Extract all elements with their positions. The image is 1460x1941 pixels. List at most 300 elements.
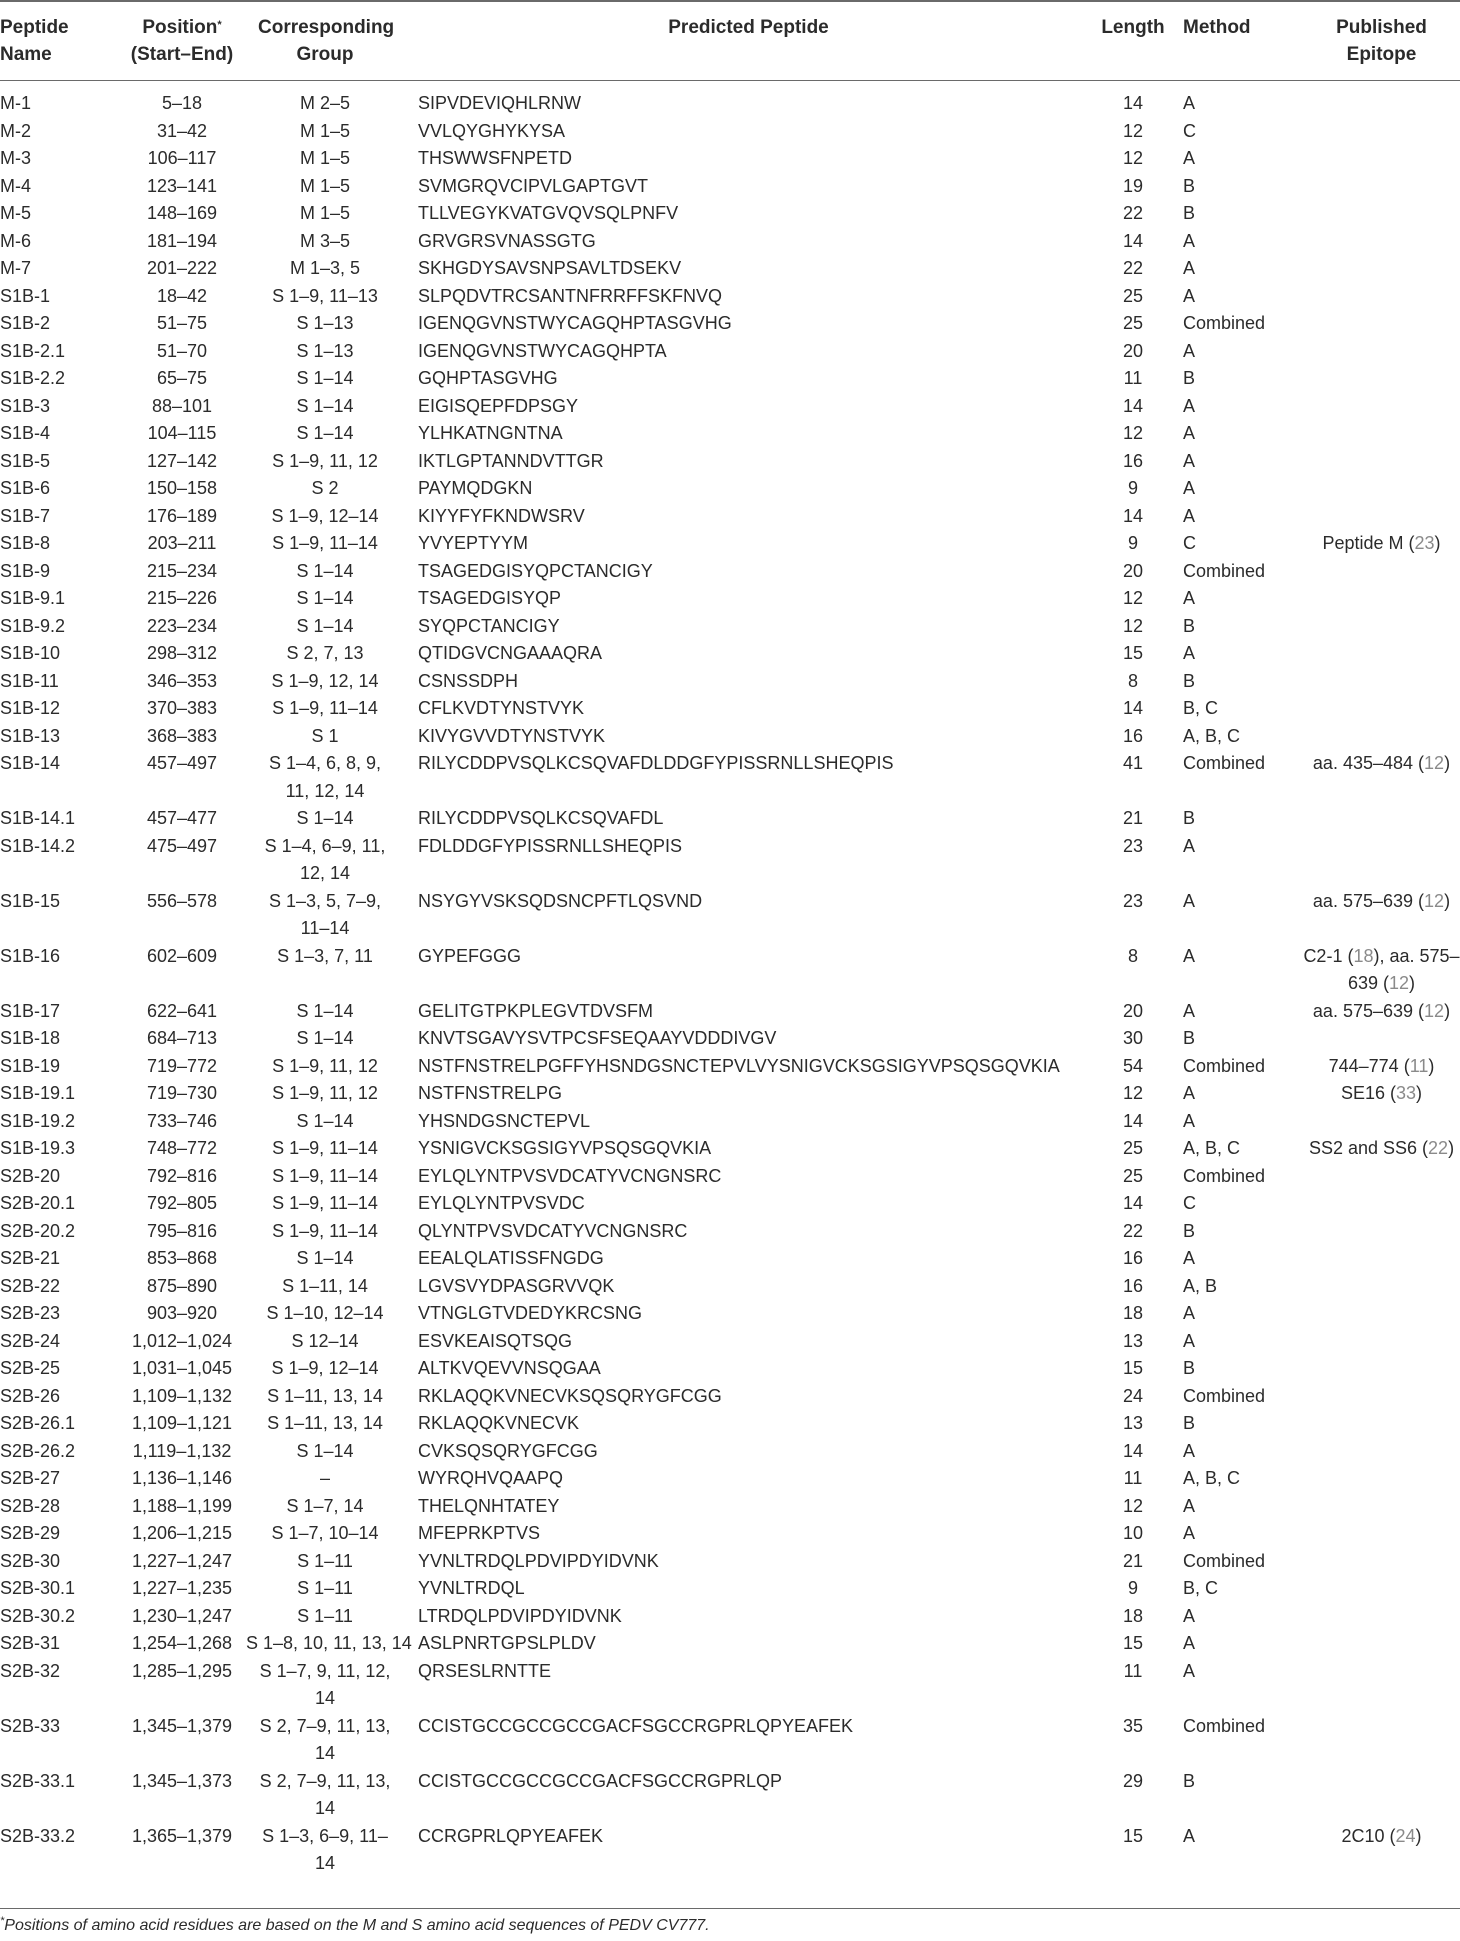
reference-link[interactable]: 12	[1424, 1000, 1445, 1021]
table-row	[0, 503, 1460, 531]
cell-peptide-name: S1B-9	[0, 560, 51, 581]
table-row	[0, 1630, 1460, 1658]
cell-length: 25	[1122, 313, 1144, 333]
cell-corresponding-group: S 1–14	[296, 395, 354, 416]
cell-published-epitope: SE16 (33)	[1340, 1083, 1423, 1103]
cell-peptide-name: S1B-4	[0, 423, 51, 443]
cell-published-epitope	[1303, 1575, 1460, 1603]
cell-corresponding-group: S 1–13	[296, 313, 354, 333]
cell-length: 22	[1122, 258, 1144, 278]
cell-peptide-name: M-1	[0, 93, 31, 113]
cell-published-epitope	[1303, 1768, 1460, 1823]
cell-corresponding-group: S 1–9, 11–13	[272, 285, 378, 306]
cell-length: 21	[1122, 808, 1144, 828]
cell-corresponding-group: S 1–10, 12–14	[266, 1303, 384, 1323]
cell-predicted-peptide: SVMGRQVCIPVLGAPTGVT	[418, 175, 649, 196]
cell-peptide-name: M-5	[0, 203, 31, 223]
cell-peptide-name: S1B-7	[0, 505, 51, 526]
cell-peptide-name: S1B-12	[0, 698, 61, 718]
cell-length: 20	[1122, 560, 1144, 581]
cell-predicted-peptide: YSNIGVCKSGSIGYVPSQSGQVKIA	[418, 1138, 712, 1158]
cell-length: 15	[1122, 1633, 1144, 1653]
cell-predicted-peptide: CCRGPRLQPYEAFEK	[418, 1825, 604, 1846]
table-row	[0, 1053, 1460, 1081]
table-row	[0, 1108, 1460, 1136]
table-row	[0, 695, 1460, 723]
cell-length: 12	[1122, 1083, 1144, 1103]
cell-method: A, B	[1183, 1275, 1218, 1296]
cell-corresponding-group: S 1–14	[296, 560, 354, 581]
cell-peptide-name: M-7	[0, 258, 31, 278]
cell-peptide-name: S1B-9.1	[0, 588, 66, 608]
cell-published-epitope	[1303, 200, 1460, 228]
cell-method: Combined	[1183, 1715, 1266, 1736]
cell-corresponding-group: M 1–5	[299, 148, 351, 168]
table-row	[0, 613, 1460, 641]
cell-corresponding-group: S 12–14	[291, 1330, 359, 1351]
cell-predicted-peptide: CFLKVDTYNSTVYK	[418, 698, 585, 718]
reference-link[interactable]: 12	[1424, 753, 1445, 773]
cell-published-epitope	[1303, 1410, 1460, 1438]
cell-published-epitope	[1303, 1218, 1460, 1246]
cell-method: A, B, C	[1183, 1138, 1241, 1158]
table-row	[0, 1548, 1460, 1576]
cell-method: A, B, C	[1183, 725, 1241, 746]
cell-peptide-name: S1B-19.1	[0, 1083, 76, 1103]
cell-predicted-peptide: GELITGTPKPLEGVTDVSFM	[418, 1000, 654, 1021]
cell-position: 875–890	[146, 1275, 218, 1296]
cell-predicted-peptide: SKHGDYSAVSNPSAVLTDSEKV	[418, 258, 682, 278]
table-row	[0, 888, 1460, 943]
header-published-epitope: Published Epitope	[1303, 1, 1460, 81]
cell-predicted-peptide: SLPQDVTRCSANTNFRRFFSKFNVQ	[418, 285, 723, 306]
cell-corresponding-group: M 2–5	[299, 93, 351, 113]
cell-length: 11	[1123, 1660, 1143, 1681]
cell-method: B	[1183, 1220, 1196, 1241]
table-row	[0, 118, 1460, 146]
cell-corresponding-group: S 1–14	[296, 368, 354, 388]
cell-position: 748–772	[146, 1138, 218, 1158]
cell-predicted-peptide: GYPEFGGG	[418, 945, 522, 966]
cell-position: 346–353	[146, 670, 218, 691]
cell-peptide-name: S1B-14	[0, 753, 61, 773]
cell-method: A	[1183, 230, 1196, 251]
cell-corresponding-group: S 2	[311, 478, 339, 498]
reference-link[interactable]: 12	[1424, 890, 1445, 911]
cell-predicted-peptide: GRVGRSVNASSGTG	[418, 230, 596, 251]
cell-length: 14	[1122, 698, 1144, 718]
cell-corresponding-group: S 2, 7–9, 11, 13, 14	[259, 1715, 391, 1763]
cell-method: A	[1183, 1303, 1196, 1323]
cell-position: 1,285–1,295	[131, 1660, 233, 1681]
cell-position: 719–772	[146, 1055, 218, 1076]
cell-position: 203–211	[147, 533, 217, 553]
cell-predicted-peptide: EIGISQEPFDPSGY	[418, 395, 579, 416]
table-row	[0, 1218, 1460, 1246]
cell-position: 457–497	[146, 753, 218, 773]
cell-method: A	[1183, 1330, 1196, 1351]
cell-method: A	[1183, 258, 1196, 278]
table-row	[0, 1383, 1460, 1411]
cell-peptide-name: S1B-18	[0, 1028, 61, 1048]
cell-peptide-name: S1B-13	[0, 725, 61, 746]
cell-position: 602–609	[146, 945, 218, 966]
cell-peptide-name: S2B-33	[0, 1715, 61, 1736]
cell-peptide-name: S2B-20.2	[0, 1220, 76, 1241]
table-row	[0, 338, 1460, 366]
cell-peptide-name: S1B-3	[0, 395, 51, 416]
cell-published-epitope	[1303, 640, 1460, 668]
cell-method: Combined	[1183, 313, 1266, 333]
cell-peptide-name: S1B-10	[0, 643, 61, 663]
cell-predicted-peptide: CCISTGCCGCCGCCGACFSGCCRGPRLQP	[418, 1770, 783, 1791]
table-row	[0, 90, 1460, 118]
cell-predicted-peptide: YVNLTRDQLPDVIPDYIDVNK	[418, 1550, 659, 1571]
cell-length: 9	[1127, 533, 1138, 553]
cell-published-epitope	[1303, 448, 1460, 476]
cell-length: 16	[1122, 450, 1144, 471]
table-row	[0, 1273, 1460, 1301]
table-row	[0, 723, 1460, 751]
cell-method: A	[1183, 588, 1196, 608]
cell-length: 15	[1122, 643, 1144, 663]
cell-method: Combined	[1183, 1165, 1266, 1186]
reference-link[interactable]: 23	[1414, 533, 1435, 553]
cell-position: 176–189	[146, 505, 218, 526]
cell-length: 8	[1127, 945, 1138, 966]
cell-peptide-name: S2B-23	[0, 1303, 61, 1323]
cell-position: 150–158	[146, 478, 218, 498]
position-footnote-mark: *	[217, 19, 222, 31]
cell-method: A	[1183, 1440, 1196, 1461]
cell-published-epitope	[1303, 668, 1460, 696]
cell-length: 14	[1122, 230, 1144, 251]
cell-method: C	[1183, 533, 1196, 553]
cell-position: 31–42	[156, 120, 208, 141]
cell-method: B	[1183, 368, 1196, 388]
cell-corresponding-group: S 1–11	[297, 1578, 353, 1598]
cell-predicted-peptide: WYRQHVQAAPQ	[418, 1468, 564, 1488]
cell-method: A	[1183, 450, 1196, 471]
cell-published-epitope: aa. 575–639 (12)	[1312, 1000, 1451, 1021]
header-predicted-peptide: Predicted Peptide	[404, 1, 1093, 81]
cell-predicted-peptide: CVKSQSQRYGFCGG	[418, 1440, 598, 1461]
cell-corresponding-group: M 1–5	[299, 120, 351, 141]
cell-position: 853–868	[146, 1248, 218, 1268]
cell-method: B	[1183, 1358, 1196, 1378]
cell-position: 457–477	[146, 808, 218, 828]
cell-published-epitope	[1303, 173, 1460, 201]
cell-peptide-name: S1B-8	[0, 533, 51, 553]
cell-method: A	[1183, 890, 1196, 911]
cell-published-epitope: C2-1 (18), aa. 575–639 (12)	[1303, 945, 1460, 993]
cell-position: 1,227–1,235	[131, 1578, 233, 1598]
table-row	[0, 1465, 1460, 1493]
cell-method: B, C	[1183, 1578, 1219, 1598]
cell-peptide-name: S2B-24	[0, 1330, 61, 1351]
cell-predicted-peptide: EYLQLYNTPVSVDCATYVCNGNSRC	[418, 1165, 722, 1186]
cell-peptide-name: S2B-28	[0, 1495, 61, 1516]
cell-method: A	[1183, 643, 1196, 663]
table-row	[0, 833, 1460, 888]
cell-position: 1,206–1,215	[131, 1523, 233, 1543]
cell-peptide-name: S2B-26.1	[0, 1413, 76, 1433]
cell-corresponding-group: S 1–9, 11, 12	[272, 1083, 378, 1103]
cell-position: 5–18	[161, 93, 203, 113]
cell-length: 22	[1122, 203, 1144, 223]
cell-method: B	[1183, 615, 1196, 636]
cell-method: B	[1183, 1413, 1196, 1433]
cell-method: A	[1183, 1605, 1196, 1626]
cell-corresponding-group: S 1–9, 12–14	[271, 1358, 379, 1378]
cell-peptide-name: S1B-17	[0, 1000, 61, 1021]
table-row	[0, 1438, 1460, 1466]
cell-position: 104–115	[147, 423, 217, 443]
cell-predicted-peptide: RILYCDDPVSQLKCSQVAFDL	[418, 808, 664, 828]
cell-position: 795–816	[146, 1220, 218, 1241]
cell-corresponding-group: S 1–14	[296, 808, 354, 828]
cell-position: 298–312	[146, 643, 218, 663]
header-position: Position* (Start–End)	[118, 1, 246, 81]
cell-method: B	[1183, 203, 1196, 223]
cell-length: 8	[1127, 670, 1138, 691]
cell-peptide-name: S2B-22	[0, 1275, 61, 1296]
cell-corresponding-group: S 1–14	[296, 1248, 354, 1268]
cell-predicted-peptide: ASLPNRTGPSLPLDV	[418, 1633, 596, 1653]
cell-predicted-peptide: ALTKVQEVVNSQGAA	[418, 1358, 601, 1378]
cell-method: A	[1183, 1825, 1196, 1846]
cell-predicted-peptide: KIVYGVVDTYNSTVYK	[418, 725, 606, 746]
cell-published-epitope	[1303, 255, 1460, 283]
cell-peptide-name: S2B-31	[0, 1633, 61, 1653]
cell-published-epitope	[1303, 1355, 1460, 1383]
cell-corresponding-group: S 1–13	[296, 340, 354, 361]
cell-corresponding-group: M 3–5	[299, 230, 351, 251]
cell-method: B	[1183, 670, 1196, 691]
cell-method: B	[1183, 1028, 1196, 1048]
cell-predicted-peptide: IGENQGVNSTWYCAGQHPTASGVHG	[418, 313, 732, 333]
cell-predicted-peptide: YHSNDGSNCTEPVL	[418, 1110, 591, 1131]
table-row	[0, 255, 1460, 283]
cell-position: 1,119–1,132	[132, 1440, 232, 1461]
cell-position: 127–142	[146, 450, 218, 471]
cell-corresponding-group: S 1–14	[296, 1110, 354, 1131]
cell-published-epitope	[1303, 1300, 1460, 1328]
cell-position: 1,109–1,121	[131, 1413, 233, 1433]
cell-length: 54	[1122, 1055, 1144, 1076]
cell-predicted-peptide: LTRDQLPDVIPDYIDVNK	[418, 1605, 622, 1626]
cell-published-epitope	[1303, 145, 1460, 173]
cell-published-epitope	[1303, 1108, 1460, 1136]
cell-published-epitope	[1303, 338, 1460, 366]
cell-peptide-name: S1B-15	[0, 890, 61, 911]
cell-corresponding-group: S 1–14	[296, 1028, 354, 1048]
table-footnote: *Positions of amino acid residues are based on the M and S amino acid sequences of PEDV CV777.	[0, 1908, 1460, 1935]
cell-corresponding-group: S 1–9, 11–14	[272, 698, 378, 718]
reference-link[interactable]: 18	[1353, 945, 1374, 966]
cell-length: 20	[1122, 1000, 1144, 1021]
cell-predicted-peptide: SYQPCTANCIGY	[418, 615, 560, 636]
cell-predicted-peptide: EYLQLYNTPVSVDC	[418, 1193, 585, 1213]
cell-method: A	[1183, 1495, 1196, 1516]
cell-method: B	[1183, 175, 1196, 196]
cell-method: C	[1183, 120, 1196, 141]
cell-peptide-name: M-4	[0, 175, 31, 196]
table-row	[0, 805, 1460, 833]
cell-position: 719–730	[146, 1083, 218, 1103]
cell-corresponding-group: S 1–11	[297, 1550, 353, 1571]
cell-length: 18	[1122, 1303, 1144, 1323]
cell-predicted-peptide: PAYMQDGKN	[418, 478, 533, 498]
reference-link[interactable]: 12	[1389, 973, 1410, 993]
cell-corresponding-group: S 1–9, 11–14	[272, 1165, 378, 1186]
table-row	[0, 1163, 1460, 1191]
cell-published-epitope	[1303, 1603, 1460, 1631]
cell-method: C	[1183, 1193, 1196, 1213]
cell-position: 106–117	[147, 148, 217, 168]
cell-corresponding-group: S 1–3, 5, 7–9, 11–14	[268, 890, 382, 938]
cell-position: 1,345–1,379	[131, 1715, 233, 1736]
cell-method: A	[1183, 1633, 1196, 1653]
cell-position: 1,109–1,132	[131, 1385, 233, 1406]
cell-published-epitope: aa. 575–639 (12)	[1312, 890, 1451, 911]
cell-length: 20	[1122, 340, 1144, 361]
cell-length: 25	[1122, 1165, 1144, 1186]
cell-published-epitope	[1303, 310, 1460, 338]
cell-predicted-peptide: KNVTSGAVYSVTPCSFSEQAAYVDDDIVGV	[418, 1028, 777, 1048]
cell-position: 1,345–1,373	[131, 1770, 233, 1791]
cell-predicted-peptide: THELQNHTATEY	[418, 1495, 560, 1516]
cell-method: Combined	[1183, 1550, 1266, 1571]
header-row	[0, 1, 1460, 81]
cell-published-epitope	[1303, 585, 1460, 613]
cell-corresponding-group: S 1–9, 11–14	[272, 1138, 378, 1158]
table-row	[0, 283, 1460, 311]
cell-published-epitope	[1303, 833, 1460, 888]
cell-peptide-name: S1B-1	[0, 285, 51, 306]
table-row	[0, 558, 1460, 586]
cell-corresponding-group: S 1–11, 14	[282, 1275, 368, 1296]
cell-predicted-peptide: GQHPTASGVHG	[418, 368, 558, 388]
cell-peptide-name: S1B-19.2	[0, 1110, 76, 1131]
cell-length: 15	[1122, 1358, 1144, 1378]
cell-peptide-name: S2B-32	[0, 1660, 61, 1681]
table-row	[0, 228, 1460, 256]
reference-link[interactable]: 11	[1409, 1055, 1429, 1076]
cell-method: Combined	[1183, 1385, 1266, 1406]
cell-corresponding-group: S 1–11, 13, 14	[267, 1413, 383, 1433]
cell-position: 223–234	[146, 615, 218, 636]
header-corresponding-group: Corresponding Group	[246, 1, 404, 81]
header-length: Length	[1093, 1, 1173, 81]
cell-length: 16	[1122, 725, 1144, 746]
cell-corresponding-group: S 1–4, 6, 8, 9, 11, 12, 14	[268, 753, 382, 801]
reference-link[interactable]: 33	[1396, 1083, 1417, 1103]
cell-corresponding-group: S 1–4, 6–9, 11, 12, 14	[264, 835, 386, 883]
table-row	[0, 1768, 1460, 1823]
cell-method: A	[1183, 835, 1196, 856]
cell-predicted-peptide: TLLVEGYKVATGVQVSQLPNFV	[418, 203, 679, 223]
cell-peptide-name: S1B-9.2	[0, 615, 66, 636]
cell-length: 21	[1122, 1550, 1144, 1571]
cell-method: Combined	[1183, 560, 1266, 581]
cell-corresponding-group: S 1–8, 10, 11, 13, 14	[246, 1633, 412, 1653]
cell-published-epitope	[1303, 393, 1460, 421]
cell-corresponding-group: S 1–14	[296, 615, 354, 636]
cell-published-epitope	[1303, 1630, 1460, 1658]
cell-peptide-name: S1B-2.2	[0, 368, 66, 388]
cell-peptide-name: S1B-6	[0, 478, 51, 498]
cell-length: 12	[1122, 120, 1144, 141]
table-header	[0, 1, 1460, 90]
table-row	[0, 475, 1460, 503]
cell-published-epitope	[1303, 1190, 1460, 1218]
table-row	[0, 1080, 1460, 1108]
header-peptide-name: Peptide Name	[0, 1, 118, 81]
cell-method: Combined	[1183, 753, 1266, 773]
cell-method: A	[1183, 1083, 1196, 1103]
cell-length: 35	[1122, 1715, 1144, 1736]
cell-predicted-peptide: VVLQYGHYKYSA	[418, 120, 566, 141]
cell-published-epitope	[1303, 1548, 1460, 1576]
cell-published-epitope	[1303, 283, 1460, 311]
cell-published-epitope	[1303, 723, 1460, 751]
table-row	[0, 530, 1460, 558]
cell-position: 1,188–1,199	[131, 1495, 233, 1516]
cell-position: 88–101	[151, 395, 213, 416]
cell-length: 22	[1122, 1220, 1144, 1241]
cell-method: A, B, C	[1183, 1468, 1241, 1488]
table-row	[0, 998, 1460, 1026]
table-row	[0, 1493, 1460, 1521]
cell-peptide-name: S1B-11	[0, 670, 59, 691]
cell-corresponding-group: S 1–14	[296, 423, 354, 443]
cell-position: 733–746	[146, 1110, 218, 1131]
table-row	[0, 1245, 1460, 1273]
cell-predicted-peptide: TSAGEDGISYQP	[418, 588, 562, 608]
cell-position: 181–194	[146, 230, 218, 251]
cell-predicted-peptide: SIPVDEVIQHLRNW	[418, 93, 582, 113]
cell-length: 29	[1122, 1770, 1144, 1791]
cell-method: A	[1183, 1660, 1196, 1681]
table-row	[0, 1713, 1460, 1768]
cell-length: 14	[1122, 1193, 1144, 1213]
reference-link[interactable]: 24	[1395, 1825, 1416, 1846]
cell-method: A	[1183, 93, 1196, 113]
reference-link[interactable]: 22	[1428, 1138, 1449, 1158]
cell-length: 12	[1122, 588, 1144, 608]
table-row	[0, 750, 1460, 805]
cell-position: 903–920	[146, 1303, 218, 1323]
cell-position: 1,012–1,024	[131, 1330, 233, 1351]
cell-length: 14	[1122, 93, 1144, 113]
cell-published-epitope	[1303, 475, 1460, 503]
cell-peptide-name: S2B-30	[0, 1550, 61, 1571]
cell-method: A	[1183, 148, 1196, 168]
cell-corresponding-group: S 1–9, 11–14	[272, 1193, 378, 1213]
cell-length: 12	[1122, 1495, 1144, 1516]
cell-predicted-peptide: QRSESLRNTTE	[418, 1660, 552, 1681]
cell-peptide-name: S2B-21	[0, 1248, 61, 1268]
table-row	[0, 585, 1460, 613]
table-row	[0, 393, 1460, 421]
cell-published-epitope	[1303, 90, 1460, 118]
cell-published-epitope	[1303, 1493, 1460, 1521]
cell-published-epitope	[1303, 695, 1460, 723]
cell-peptide-name: S2B-25	[0, 1358, 61, 1378]
cell-corresponding-group: S 1–9, 12–14	[271, 505, 379, 526]
cell-corresponding-group: S 1–9, 11, 12	[272, 1055, 378, 1076]
